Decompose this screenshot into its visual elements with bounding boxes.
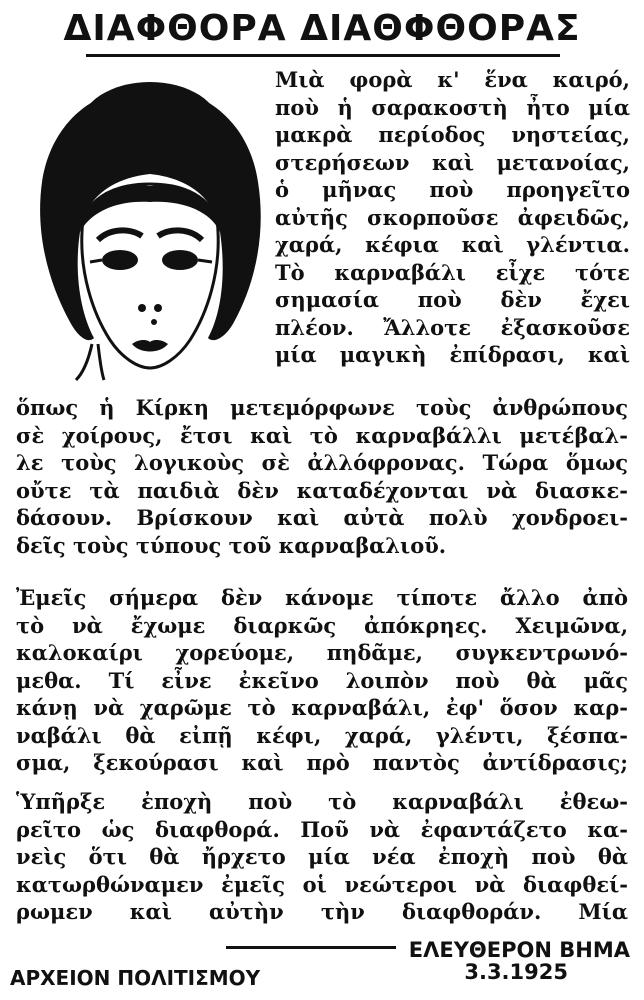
title-underline <box>86 54 560 57</box>
text-line: δεῖς τοὺς τύπους τοῦ καρναβαλιοῦ. <box>16 532 447 558</box>
text-line: ρεῖτο ὡς διαφθορά. Ποῦ νὰ ἐφαντάζετο κα- <box>16 816 628 842</box>
text-line: ρωμεν καὶ αὐτὴν τὴν διαφθοράν. Μία <box>16 899 628 924</box>
paragraph-1-full-width <box>16 394 628 559</box>
text-line: ὅπως ἡ Κίρκη μετεμόρφωνε τοὺς ἀνθρώπους <box>16 395 628 420</box>
archive-credit: ΑΡΧΕΙΟΝ ΠΟΛΙΤΙΣΜΟΥ <box>10 966 261 990</box>
text-line: χαρά, κέφια καὶ γλέντια. <box>275 232 630 257</box>
text-line: σημασία ποὺ δὲν ἔχει <box>275 287 630 312</box>
text-line: Τὸ καρναβάλι εἶχε τότε <box>275 259 630 285</box>
article-end-rule <box>226 946 396 949</box>
text-line: ναβάλι θὰ εἰπῇ κέφι, χαρά, γλέντι, ξέσπα- <box>16 722 628 748</box>
text-line: στερήσεων καὶ μετανοίας, <box>275 149 630 175</box>
publication-date: 3.3.1925 <box>464 960 568 984</box>
text-line: σὲ χοίρους, ἔτσι καὶ τὸ καρναβάλλι μετέβαλ- <box>16 422 628 448</box>
text-line: κατωρθώναμεν ἐμεῖς οἱ νεώτεροι νὰ διαφθεί- <box>16 871 628 897</box>
text-line: τὸ νὰ ἔχωμε διαρκῶς ἀπόκρηες. Χειμῶνα, <box>16 612 628 638</box>
text-line: κάνῃ νὰ χαρῶμε τὸ καρναβάλι, ἐφ' ὅσον καρ- <box>16 695 628 720</box>
text-line: ποὺ ἡ σαρακοστὴ ἦτο μία <box>275 94 630 120</box>
article-title: ΔΙΑΦΘΟΡΑ ΔΙΑΘΦΘΟΡΑΣ <box>63 8 581 49</box>
text-line: οὔτε τὰ παιδιὰ δὲν καταδέχονται νὰ διασκε- <box>16 477 628 503</box>
text-line: Ἐμεῖς σήμερα δὲν κάνομε τίποτε ἄλλο ἀπὸ <box>16 585 628 610</box>
text-line: νεὶς ὅτι θὰ ἤρχετο μία νέα ἐποχὴ ποὺ θὰ <box>16 844 628 869</box>
text-line: καλοκαίρι χορεύομε, πηδᾶμε, συγκεντρωνό- <box>16 640 628 665</box>
text-line: μεθα. Τί εἶνε ἐκεῖνο λοιπὸν ποὺ θὰ μᾶς <box>16 667 628 693</box>
text-line: αὐτῆς σκορποῦσε ἀφειδῶς, <box>275 204 630 230</box>
text-line: Μιὰ φορὰ κ' ἕνα καιρό, <box>275 67 630 92</box>
text-line: λε τοὺς λογικοὺς σὲ ἀλλόφρονας. Τώρα ὅμως <box>16 450 628 475</box>
newspaper-name: ΕΛΕΥΘΕΡΟΝ ΒΗΜΑ <box>408 938 630 962</box>
paragraph-3 <box>16 788 628 926</box>
text-line: πλέον. Ἄλλοτε ἐξασκοῦσε <box>275 314 630 340</box>
text-line: μία μαγικὴ ἐπίδρασι, καὶ <box>275 342 630 367</box>
text-line: Ὑπῆρξε ἐποχὴ ποὺ τὸ καρναβάλι ἐθεω- <box>16 789 628 814</box>
paragraph-2 <box>16 584 628 777</box>
paragraph-1-right-column <box>275 66 630 369</box>
text-line: μακρὰ περίοδος νηστείας, <box>275 122 630 147</box>
woman-portrait-illustration <box>30 82 270 382</box>
text-line: ὁ μῆνας ποὺ προηγεῖτο <box>275 177 630 202</box>
text-line: σμα, ξεκούρασι καὶ πρὸ παντὸς ἀντίδρασις; <box>16 750 628 775</box>
text-line: δάσουν. Βρίσκουν καὶ αὐτὰ πολὺ χονδροει- <box>16 505 628 530</box>
